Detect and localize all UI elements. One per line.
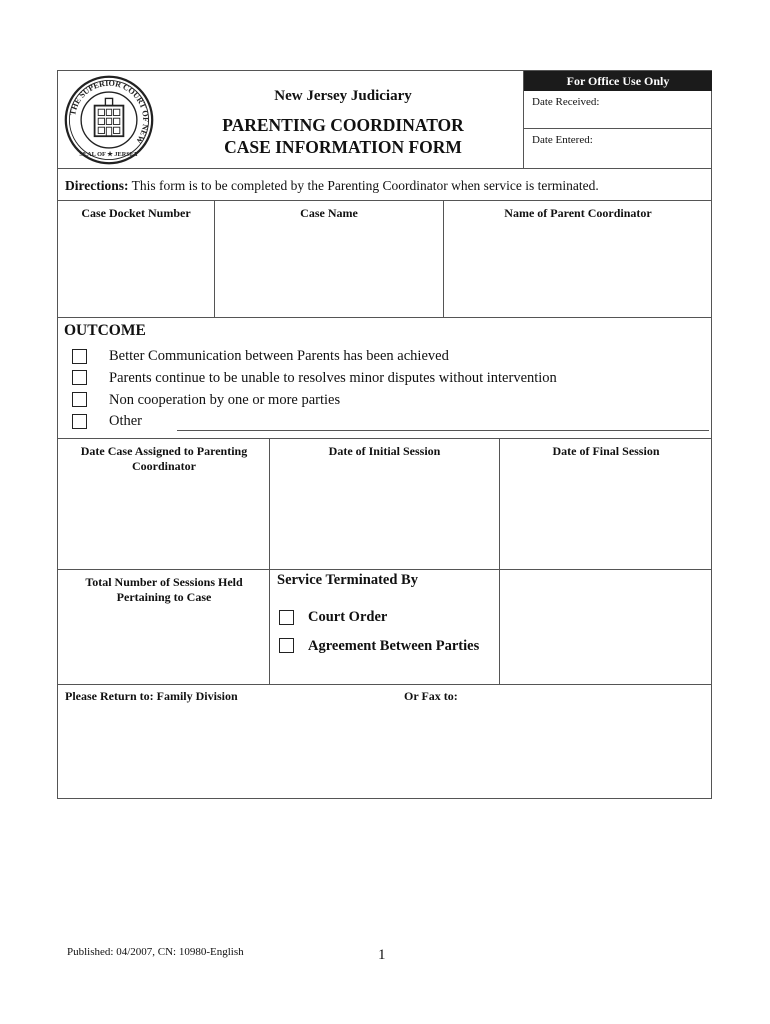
case-docket-number-field[interactable] [62, 223, 210, 313]
outcome-item-unresolved: Parents continue to be unable to resolves minor disputes without intervention [109, 370, 557, 386]
sessions-extra-field[interactable] [504, 575, 708, 679]
date-initial-session-field[interactable] [274, 463, 494, 563]
return-to-label: Please Return to: Family Division [65, 689, 238, 703]
form-title-line2: CASE INFORMATION FORM [224, 137, 462, 157]
case-name-label: Case Name [300, 206, 358, 220]
court-order-checkbox[interactable] [279, 610, 294, 625]
agreement-label: Agreement Between Parties [308, 638, 480, 654]
outcome-checkbox-other[interactable] [72, 414, 87, 429]
seal-text-top: THE SUPERIOR COURT OF NEW [68, 78, 151, 146]
outcome-title: OUTCOME [64, 322, 146, 339]
service-terminated-title: Service Terminated By [277, 572, 418, 588]
date-final-session-label: Date of Final Session [552, 444, 660, 458]
directions-label: Directions: [65, 178, 129, 193]
outcome-item-communication: Better Communication between Parents has been achieved [109, 348, 449, 364]
parent-coordinator-label: Name of Parent Coordinator [504, 206, 652, 220]
case-name-field[interactable] [218, 223, 439, 313]
total-sessions-field[interactable] [62, 611, 264, 679]
outcome-checkbox-communication[interactable] [72, 349, 87, 364]
office-use-header: For Office Use Only [524, 71, 712, 91]
court-order-label: Court Order [308, 609, 388, 625]
outcome-item-other: Other [109, 413, 143, 429]
seal-text-bottom: SEAL OF ★ JERSEY [79, 151, 139, 158]
directions [65, 178, 599, 194]
page-number: 1 [378, 947, 386, 963]
outcome-checkbox-non-cooperation[interactable] [72, 392, 87, 407]
date-final-session-field[interactable] [504, 463, 708, 563]
date-entered-label: Date Entered: [532, 134, 593, 146]
date-assigned-label: Date Case Assigned to Parenting Coordinator [80, 444, 248, 473]
fax-label: Or Fax to: [404, 689, 458, 703]
superior-court-seal-icon [64, 75, 154, 165]
agreement-checkbox[interactable] [279, 638, 294, 653]
case-information-form [57, 70, 712, 799]
outcome-item-non-cooperation: Non cooperation by one or more parties [109, 392, 341, 408]
judiciary-name: New Jersey Judiciary [274, 88, 412, 104]
form-title-line1: PARENTING COORDINATOR [222, 115, 464, 135]
parent-coordinator-field[interactable] [448, 223, 708, 313]
case-docket-number-label: Case Docket Number [81, 206, 191, 220]
date-received-label: Date Received: [532, 96, 600, 108]
other-line-field[interactable] [177, 430, 709, 431]
date-assigned-field[interactable] [62, 476, 264, 564]
date-initial-session-label: Date of Initial Session [328, 444, 441, 458]
total-sessions-label: Total Number of Sessions Held Pertaining to Case [85, 575, 243, 604]
outcome-checkbox-unresolved[interactable] [72, 370, 87, 385]
published-info: Published: 04/2007, CN: 10980-English [67, 946, 244, 958]
directions-text: This form is to be completed by the Parenting Coordinator when service is terminated. [128, 178, 599, 193]
